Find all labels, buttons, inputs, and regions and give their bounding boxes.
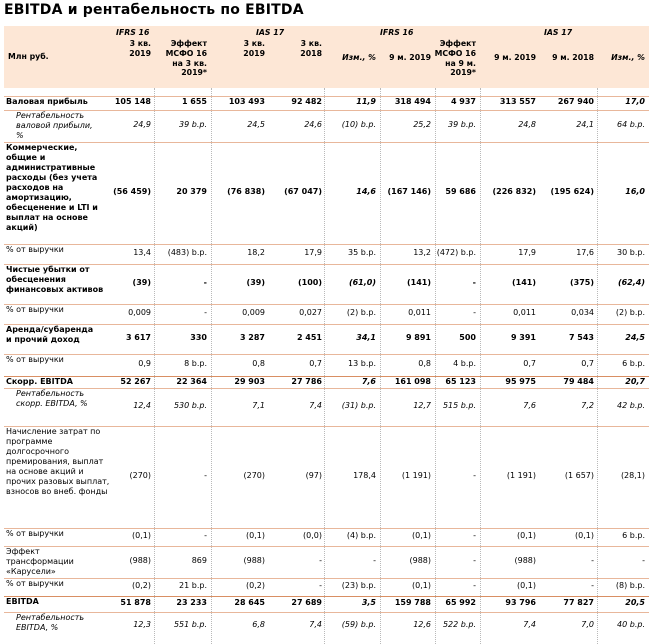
cell-9m-2019-ifrs: 159 788: [394, 598, 431, 607]
cell-q3-2019-ias: 29 903: [234, 377, 265, 386]
table-row: [4, 388, 649, 426]
column-header-line: 2019*: [181, 68, 207, 78]
cell-9m-2019-ifrs: 318 494: [394, 97, 431, 106]
column-header-q3-2019-ifrs: [129, 39, 151, 59]
cell-ifrs-effect-9m: -: [473, 471, 476, 480]
cell-q3-2018-ias: 2 451: [296, 333, 322, 342]
cell-9m-2019-ias: 24,8: [518, 120, 536, 129]
row-label: Скорр. EBITDA: [6, 377, 73, 386]
cell-9m-2019-ias: (226 832): [492, 187, 536, 196]
row-label: % от выручки: [6, 355, 64, 364]
table-row: [4, 142, 649, 244]
cell-q3-2019-ias: (988): [243, 556, 265, 565]
cell-9m-2019-ias: (988): [514, 556, 536, 565]
cell-q3-2018-ias: (67 047): [284, 187, 322, 196]
table-row: [4, 596, 649, 612]
row-label: Рентабельность EBITDA, %: [16, 613, 85, 632]
cell-ifrs-effect-9m: 65 123: [445, 377, 476, 386]
cell-q3-2019-ias: (270): [243, 471, 265, 480]
cell-change-9m: 6 b.p.: [622, 359, 645, 368]
cell-q3-2019-ias: 18,2: [247, 248, 265, 257]
table-row: [4, 376, 649, 388]
row-divider: [4, 426, 649, 427]
cell-ifrs-effect-q3: 1 655: [181, 97, 207, 106]
cell-9m-2019-ias: (0,1): [517, 581, 536, 590]
cell-9m-2019-ias: 9 391: [510, 333, 536, 342]
cell-9m-2018-ias: 24,1: [576, 120, 594, 129]
cell-ifrs-effect-q3: 530 b.p.: [173, 401, 207, 410]
cell-9m-2019-ifrs: 161 098: [394, 377, 431, 386]
row-label: Эффект трансформации «Карусели»: [6, 547, 74, 576]
cell-ifrs-effect-q3: 22 364: [176, 377, 207, 386]
column-header-ifrs-effect-9m: [435, 39, 476, 78]
cell-9m-2019-ifrs: (0,1): [412, 581, 431, 590]
cell-change-9m: (62,4): [617, 278, 645, 287]
column-header-9m-2018-ias: [552, 53, 594, 63]
cell-change-q: 34,1: [356, 333, 376, 342]
cell-9m-2019-ias: 93 796: [505, 598, 536, 607]
table-body: [4, 88, 649, 644]
cell-9m-2019-ifrs: 0,011: [408, 308, 431, 317]
cell-9m-2019-ifrs: 0,8: [418, 359, 431, 368]
cell-q3-2018-ias: 24,6: [304, 120, 322, 129]
cell-change-q: (4) b.p.: [346, 531, 376, 540]
column-header-line: 3 кв.: [300, 39, 322, 48]
row-divider: [4, 244, 649, 245]
row-divider: [4, 354, 649, 355]
cell-change-9m: 17,0: [625, 97, 645, 106]
cell-9m-2019-ifrs: 9 891: [405, 333, 431, 342]
cell-ifrs-effect-9m: 500: [459, 333, 476, 342]
ebitda-table: [4, 26, 649, 644]
cell-9m-2019-ias: 313 557: [499, 97, 536, 106]
cell-9m-2018-ias: 0,7: [581, 359, 594, 368]
cell-ifrs-effect-q3: 551 b.p.: [173, 620, 207, 629]
cell-9m-2019-ifrs: (0,1): [412, 531, 431, 540]
column-header-line: 9 м. 2018: [552, 53, 594, 62]
group-header-ias17-9m: IAS 17: [544, 28, 573, 37]
row-label: % от выручки: [6, 529, 64, 538]
cell-ifrs-effect-q3: 330: [190, 333, 207, 342]
cell-change-9m: (8) b.p.: [615, 581, 645, 590]
cell-ifrs-effect-9m: 522 b.p.: [442, 620, 476, 629]
group-header-ifrs16-quarter: IFRS 16: [116, 28, 150, 37]
column-header-line: Изм., %: [342, 53, 376, 62]
cell-ifrs-effect-9m: -: [472, 278, 476, 287]
cell-q3-2018-ias: (100): [297, 278, 322, 287]
cell-9m-2019-ias: (0,1): [517, 531, 536, 540]
column-header-line: 3 кв.: [243, 39, 265, 48]
column-header-line: 9 м. 2019: [494, 53, 536, 62]
cell-9m-2019-ias: (1 191): [506, 471, 536, 480]
cell-ifrs-effect-q3: 39 b.p.: [179, 120, 207, 129]
column-header-line: МСФО 16: [165, 48, 207, 58]
row-divider: [4, 110, 649, 111]
row-divider: [4, 596, 649, 597]
cell-9m-2018-ias: -: [591, 581, 594, 590]
column-header-line: 2019: [243, 48, 265, 58]
cell-q3-2019-ias: 28 645: [234, 598, 265, 607]
cell-q3-2019-ifrs: 12,4: [133, 401, 151, 410]
cell-ifrs-effect-9m: 515 b.p.: [442, 401, 476, 410]
column-header-line: Эффект: [170, 39, 207, 48]
table-row: [4, 426, 649, 528]
cell-change-9m: 42 b.p.: [617, 401, 645, 410]
cell-change-q: (61,0): [348, 278, 376, 287]
row-divider: [4, 264, 649, 265]
cell-change-9m: 20,5: [625, 598, 645, 607]
row-divider: [4, 142, 649, 143]
cell-ifrs-effect-q3: 21 b.p.: [179, 581, 207, 590]
unit-label: Млн руб.: [8, 52, 49, 61]
cell-9m-2019-ifrs: 25,2: [413, 120, 431, 129]
cell-q3-2019-ifrs: 52 267: [120, 377, 151, 386]
cell-change-9m: 40 b.p.: [617, 620, 645, 629]
column-header-change-q: [342, 53, 376, 63]
cell-9m-2019-ifrs: (1 191): [401, 471, 431, 480]
cell-q3-2019-ifrs: 105 148: [114, 97, 151, 106]
cell-q3-2018-ias: 7,4: [309, 620, 322, 629]
cell-9m-2018-ias: -: [591, 556, 594, 565]
row-label: % от выручки: [6, 305, 64, 314]
row-label: Валовая прибыль: [6, 97, 88, 106]
cell-q3-2019-ifrs: (56 459): [113, 187, 151, 196]
row-divider: [4, 376, 649, 377]
row-divider: [4, 578, 649, 579]
column-header-9m-2019-ifrs: [389, 53, 431, 63]
cell-q3-2018-ias: 7,4: [309, 401, 322, 410]
cell-9m-2018-ias: 267 940: [557, 97, 594, 106]
cell-change-9m: 20,7: [625, 377, 645, 386]
cell-q3-2019-ifrs: 12,3: [133, 620, 151, 629]
cell-9m-2019-ifrs: 12,7: [413, 401, 431, 410]
cell-q3-2018-ias: 0,027: [299, 308, 322, 317]
cell-9m-2018-ias: (195 624): [550, 187, 594, 196]
cell-9m-2019-ifrs: (988): [409, 556, 431, 565]
cell-ifrs-effect-q3: -: [204, 471, 207, 480]
cell-q3-2019-ias: 103 493: [228, 97, 265, 106]
cell-q3-2018-ias: 17,9: [304, 248, 322, 257]
cell-q3-2019-ifrs: (0,1): [132, 531, 151, 540]
cell-ifrs-effect-9m: -: [473, 581, 476, 590]
row-divider: [4, 96, 649, 97]
cell-9m-2018-ias: 7 543: [568, 333, 594, 342]
cell-9m-2019-ifrs: (167 146): [387, 187, 431, 196]
cell-q3-2019-ias: 6,8: [252, 620, 265, 629]
group-header-ias17-quarter: IAS 17: [256, 28, 285, 37]
row-label: Коммерческие, общие и административные расходы (без учета расходов на амортизацию, обесценение и LTI и выплат на основе акций): [6, 143, 98, 232]
cell-q3-2019-ifrs: 24,9: [133, 120, 151, 129]
cell-change-9m: (28,1): [620, 471, 645, 480]
cell-9m-2018-ias: 77 827: [563, 598, 594, 607]
table-row: [4, 354, 649, 376]
cell-change-q: (31) b.p.: [341, 401, 376, 410]
table-row: [4, 96, 649, 110]
cell-ifrs-effect-9m: -: [473, 531, 476, 540]
cell-9m-2019-ias: 17,9: [518, 248, 536, 257]
table-row: [4, 110, 649, 142]
cell-q3-2019-ifrs: 13,4: [133, 248, 151, 257]
cell-q3-2019-ifrs: 0,9: [138, 359, 151, 368]
cell-q3-2018-ias: 27 689: [291, 598, 322, 607]
row-label: % от выручки: [6, 245, 64, 254]
cell-change-q: 35 b.p.: [348, 248, 376, 257]
cell-change-q: (2) b.p.: [346, 308, 376, 317]
cell-ifrs-effect-9m: 4 b.p.: [453, 359, 476, 368]
cell-change-q: 178,4: [353, 471, 376, 480]
table-row: [4, 578, 649, 596]
cell-ifrs-effect-q3: (483) b.p.: [167, 248, 207, 257]
cell-ifrs-effect-9m: -: [473, 556, 476, 565]
cell-q3-2019-ias: (0,1): [246, 531, 265, 540]
column-header-line: Эффект: [439, 39, 476, 48]
cell-q3-2019-ias: (76 838): [227, 187, 265, 196]
cell-9m-2019-ifrs: 12,6: [413, 620, 431, 629]
table-row: [4, 528, 649, 546]
cell-ifrs-effect-q3: -: [204, 531, 207, 540]
cell-ifrs-effect-q3: -: [203, 278, 207, 287]
cell-q3-2018-ias: 0,7: [309, 359, 322, 368]
table-row: [4, 304, 649, 324]
cell-change-9m: 64 b.p.: [617, 120, 645, 129]
column-header-change-9m: [611, 53, 645, 63]
cell-ifrs-effect-q3: 8 b.p.: [184, 359, 207, 368]
column-header-line: МСФО 16: [434, 48, 476, 58]
cell-q3-2019-ifrs: (270): [129, 471, 151, 480]
cell-ifrs-effect-q3: -: [204, 308, 207, 317]
cell-q3-2019-ifrs: 3 617: [125, 333, 151, 342]
cell-9m-2018-ias: 7,2: [581, 401, 594, 410]
cell-change-9m: 16,0: [625, 187, 645, 196]
cell-ifrs-effect-9m: -: [473, 308, 476, 317]
cell-q3-2019-ias: 3 287: [239, 333, 265, 342]
cell-q3-2018-ias: -: [319, 581, 322, 590]
cell-ifrs-effect-9m: 59 686: [445, 187, 476, 196]
cell-q3-2018-ias: (0,0): [303, 531, 322, 540]
cell-change-9m: -: [642, 556, 645, 565]
cell-q3-2019-ias: 7,1: [252, 401, 265, 410]
cell-q3-2018-ias: -: [319, 556, 322, 565]
cell-9m-2018-ias: 79 484: [563, 377, 594, 386]
table-header: [4, 26, 649, 88]
cell-9m-2018-ias: (375): [569, 278, 594, 287]
cell-change-q: 11,9: [356, 97, 376, 106]
table-row: [4, 264, 649, 304]
cell-9m-2019-ias: 7,6: [523, 401, 536, 410]
table-row: [4, 612, 649, 640]
cell-q3-2019-ias: (39): [246, 278, 265, 287]
row-divider: [4, 304, 649, 305]
cell-9m-2018-ias: 7,0: [581, 620, 594, 629]
cell-q3-2019-ifrs: (0,2): [132, 581, 151, 590]
group-header-ifrs16-9m: IFRS 16: [380, 28, 414, 37]
cell-ifrs-effect-q3: 23 233: [176, 598, 207, 607]
cell-q3-2019-ifrs: 51 878: [120, 598, 151, 607]
cell-9m-2019-ias: (141): [511, 278, 536, 287]
cell-9m-2019-ias: 0,011: [513, 308, 536, 317]
row-divider: [4, 612, 649, 613]
cell-9m-2019-ias: 0,7: [523, 359, 536, 368]
row-label: Чистые убытки от обесценения финансовых активов: [6, 265, 104, 294]
column-header-line: 3 кв.: [129, 39, 151, 48]
cell-change-9m: 6 b.p.: [622, 531, 645, 540]
cell-ifrs-effect-9m: 4 937: [450, 97, 476, 106]
cell-q3-2018-ias: (97): [305, 471, 322, 480]
cell-change-q: (59) b.p.: [341, 620, 376, 629]
column-header-ifrs-effect-q3: [166, 39, 207, 78]
cell-9m-2018-ias: 0,034: [571, 308, 594, 317]
table-row: [4, 546, 649, 578]
cell-change-q: 7,6: [361, 377, 376, 386]
cell-ifrs-effect-9m: (472) b.p.: [436, 248, 476, 257]
cell-q3-2019-ias: 24,5: [247, 120, 265, 129]
row-label: Рентабельность валовой прибыли, %: [16, 111, 93, 140]
cell-q3-2018-ias: 27 786: [291, 377, 322, 386]
cell-change-q: -: [373, 556, 376, 565]
cell-ifrs-effect-9m: 65 992: [445, 598, 476, 607]
cell-q3-2018-ias: 92 482: [291, 97, 322, 106]
column-header-line: 2018: [300, 48, 322, 58]
cell-9m-2019-ias: 95 975: [505, 377, 536, 386]
row-divider: [4, 388, 649, 389]
cell-9m-2018-ias: (1 657): [564, 471, 594, 480]
cell-change-q: 14,6: [356, 187, 376, 196]
row-label: Рентабельность скорр. EBITDA, %: [16, 389, 88, 408]
row-divider: [4, 528, 649, 529]
cell-q3-2019-ifrs: 0,009: [128, 308, 151, 317]
cell-change-q: 3,5: [361, 598, 376, 607]
cell-q3-2019-ias: 0,8: [252, 359, 265, 368]
cell-change-9m: 30 b.p.: [617, 248, 645, 257]
row-label: EBITDA: [6, 597, 39, 606]
page-title: EBITDA и рентабельность по EBITDA: [4, 2, 304, 18]
column-header-line: Изм., %: [611, 53, 645, 62]
cell-q3-2019-ias: 0,009: [242, 308, 265, 317]
row-label: Аренда/субаренда и прочий доход: [6, 325, 94, 344]
table-row: [4, 244, 649, 264]
cell-change-9m: (2) b.p.: [615, 308, 645, 317]
column-header-line: 2019*: [450, 68, 476, 78]
column-header-line: 9 м. 2019: [389, 53, 431, 62]
cell-change-9m: 24,5: [625, 333, 645, 342]
column-header-line: на 3 кв.: [172, 58, 207, 68]
cell-q3-2019-ifrs: (39): [132, 278, 151, 287]
row-divider: [4, 324, 649, 325]
row-label: % от выручки: [6, 579, 64, 588]
cell-ifrs-effect-q3: 869: [191, 556, 207, 565]
column-header-q3-2019-ias: [243, 39, 265, 59]
cell-9m-2019-ias: 7,4: [523, 620, 536, 629]
row-divider: [4, 546, 649, 547]
table-row: [4, 324, 649, 354]
cell-ifrs-effect-q3: 20 379: [176, 187, 207, 196]
cell-9m-2019-ifrs: 13,2: [413, 248, 431, 257]
cell-ifrs-effect-9m: 39 b.p.: [448, 120, 476, 129]
column-header-9m-2019-ias: [494, 53, 536, 63]
cell-change-q: 13 b.p.: [348, 359, 376, 368]
column-header-line: 2019: [129, 48, 151, 58]
column-header-line: на 9 м.: [445, 58, 476, 68]
cell-9m-2018-ias: 17,6: [576, 248, 594, 257]
cell-change-q: (23) b.p.: [341, 581, 376, 590]
cell-q3-2019-ias: (0,2): [246, 581, 265, 590]
column-header-q3-2018-ias: [300, 39, 322, 59]
row-label: Начисление затрат по программе долгосрочного премирования, выплат на основе акций и прочих разовых выплат, взносов во внеб. фонды: [6, 427, 110, 496]
cell-9m-2018-ias: (0,1): [575, 531, 594, 540]
cell-9m-2019-ifrs: (141): [406, 278, 431, 287]
cell-q3-2019-ifrs: (988): [129, 556, 151, 565]
cell-change-q: (10) b.p.: [341, 120, 376, 129]
